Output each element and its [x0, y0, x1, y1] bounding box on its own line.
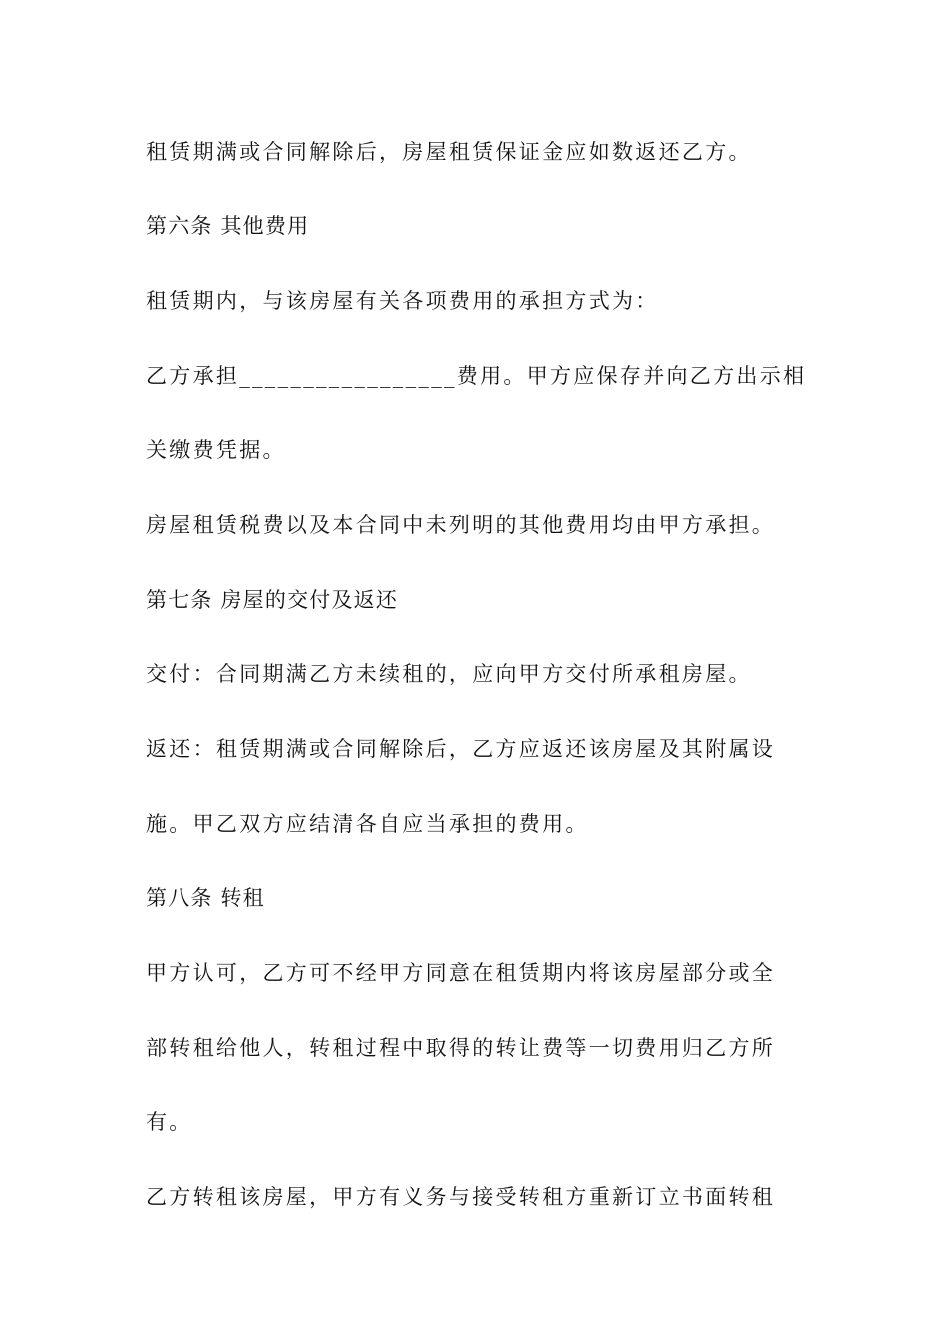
paragraph-return: 返还：租赁期满或合同解除后，乙方应返还该房屋及其附属设 — [146, 737, 776, 761]
paragraph-tax-fees: 房屋租赁税费以及本合同中未列明的其他费用均由甲方承担。 — [146, 513, 776, 537]
article-8-heading: 第八条 转租 — [146, 886, 265, 910]
paragraph-return-cont: 施。甲乙双方应结清各自应当承担的费用。 — [146, 812, 589, 836]
paragraph-sublease-contract: 乙方转租该房屋，甲方有义务与接受转租方重新订立书面转租 — [146, 1185, 776, 1209]
paragraph-tenant-fees: 乙方承担_________________费用。甲方应保存并向乙方出示相 — [146, 364, 807, 388]
paragraph-sublease: 甲方认可，乙方可不经甲方同意在租赁期内将该房屋部分或全 — [146, 961, 776, 985]
article-7-heading: 第七条 房屋的交付及返还 — [146, 588, 399, 612]
paragraph-delivery: 交付：合同期满乙方未续租的，应向甲方交付所承租房屋。 — [146, 662, 752, 686]
paragraph-deposit-return: 租赁期满或合同解除后，房屋租赁保证金应如数返还乙方。 — [146, 140, 752, 164]
paragraph-tenant-fees-cont: 关缴费凭据。 — [146, 438, 286, 462]
article-6-heading: 第六条 其他费用 — [146, 214, 310, 238]
paragraph-sublease-cont: 部转租给他人，转租过程中取得的转让费等一切费用归乙方所 — [146, 1036, 776, 1060]
paragraph-sublease-end: 有。 — [146, 1110, 193, 1134]
paragraph-fees-intro: 租赁期内，与该房屋有关各项费用的承担方式为： — [146, 289, 659, 313]
